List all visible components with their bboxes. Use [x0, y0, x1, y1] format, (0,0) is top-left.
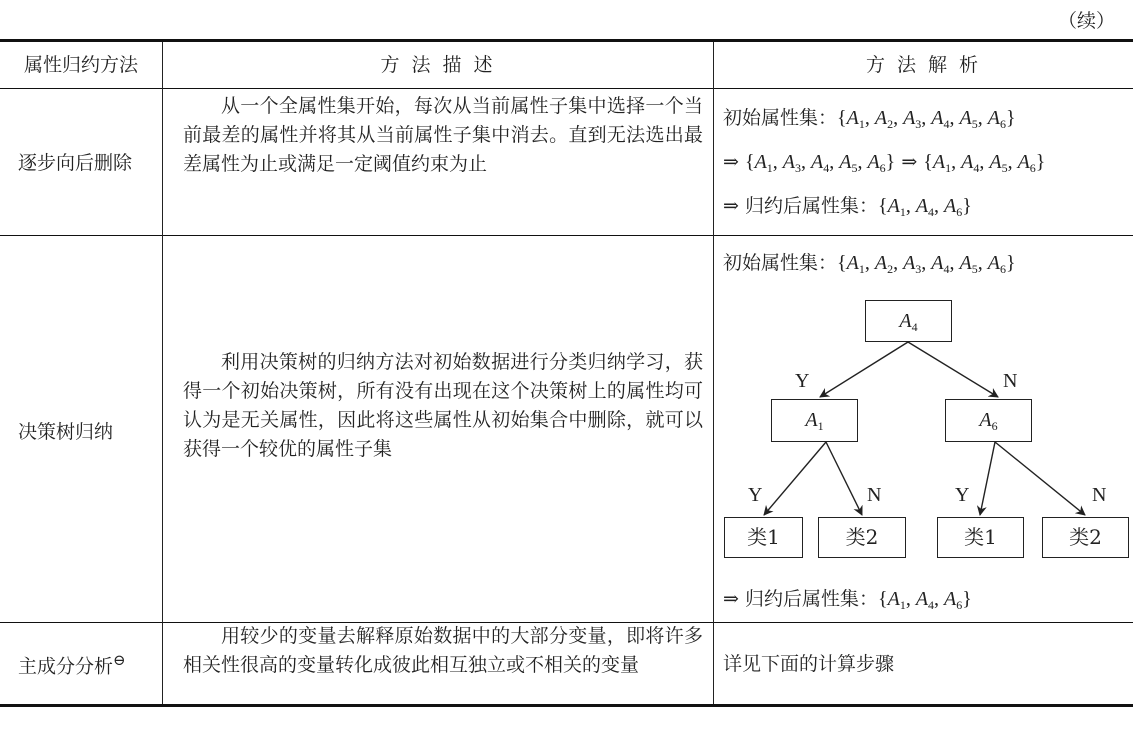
edge-label-no: N [1092, 484, 1107, 506]
implies-icon: ⇒ [901, 151, 918, 173]
method-name: 逐步向后删除 [18, 152, 133, 174]
edge-right-leaf4 [995, 442, 1085, 515]
method-name [0, 651, 162, 678]
initial-set: {$A_1$, $A_2$, $A_3$, $A_4$, $A_5$, $A_6$} [837, 107, 1016, 131]
implies-icon: ⇒ [723, 195, 739, 217]
initial-label: 初始属性集： [723, 252, 838, 274]
node-label: $A_6$ [979, 409, 998, 433]
edge-label-no: N [1003, 370, 1018, 392]
continued-label: （续） [1057, 10, 1115, 32]
result-label: 归约后属性集： [744, 588, 878, 610]
description-text: 用较少的变量去解释原始数据中的大部分变量，即将许多相关性很高的变量转化成彼此相互独立或不相关的变量 [183, 625, 703, 676]
header-description: 方 法 描 述 [380, 54, 496, 76]
description-text: 从一个全属性集开始，每次从当前属性子集中选择一个当前最差的属性并将其从当前属性子集中消去。直到无法选出最差属性为止或满足一定阈值约束为止 [183, 95, 703, 175]
tree-left-node [771, 399, 858, 442]
edge-label-no: N [867, 484, 882, 506]
result-line [723, 580, 972, 624]
method-description [183, 622, 703, 680]
result-set: {$A_1$, $A_4$, $A_6$} [877, 195, 972, 219]
footnote-marker[interactable]: ⊖ [113, 651, 126, 669]
method-label: 主成分分析 [18, 655, 114, 678]
description-text: 利用决策树的归纳方法对初始数据进行分类归纳学习，获得一个初始决策树，所有没有出现在这个决策树上的属性均可认为是无关属性，因此将这些属性从初始集合中删除，就可以获得一个较优的属性子集 [183, 351, 703, 460]
edge-root-left [820, 342, 908, 397]
initial-label: 初始属性集： [723, 107, 838, 129]
tree-leaf-node: 类1 [937, 517, 1024, 558]
tree-leaf-node: 类2 [1042, 517, 1129, 558]
edge-root-right [908, 342, 998, 397]
tree-right-node [945, 399, 1032, 442]
edge-label-yes: Y [955, 484, 970, 506]
method-name: 决策树归纳 [18, 421, 114, 443]
edge-left-leaf1 [764, 442, 826, 515]
step1-set: {$A_1$, $A_3$, $A_4$, $A_5$, $A_6$} [744, 151, 896, 175]
edge-right-leaf3 [980, 442, 995, 515]
edge-label-yes: Y [748, 484, 763, 506]
header-analysis: 方 法 解 析 [865, 54, 982, 76]
analysis-text: 详见下面的计算步骤 [723, 653, 895, 675]
result-label: 归约后属性集： [744, 195, 878, 217]
step2-set: {$A_1$, $A_4$, $A_5$, $A_6$} [923, 151, 1046, 175]
tree-root-node [865, 300, 952, 342]
implies-icon: ⇒ [723, 588, 739, 610]
node-label: $A_1$ [805, 409, 824, 433]
tree-leaf-node: 类1 [724, 517, 803, 558]
result-set: {$A_1$, $A_4$, $A_6$} [877, 588, 972, 612]
node-label: $A_4$ [899, 310, 918, 334]
tree-leaf-node: 类2 [818, 517, 906, 558]
edge-left-leaf2 [826, 442, 862, 515]
implies-icon: ⇒ [723, 151, 739, 173]
edge-label-yes: Y [795, 370, 810, 392]
header-method: 属性归约方法 [23, 54, 138, 76]
initial-set: {$A_1$, $A_2$, $A_3$, $A_4$, $A_5$, $A_6$} [837, 252, 1016, 276]
